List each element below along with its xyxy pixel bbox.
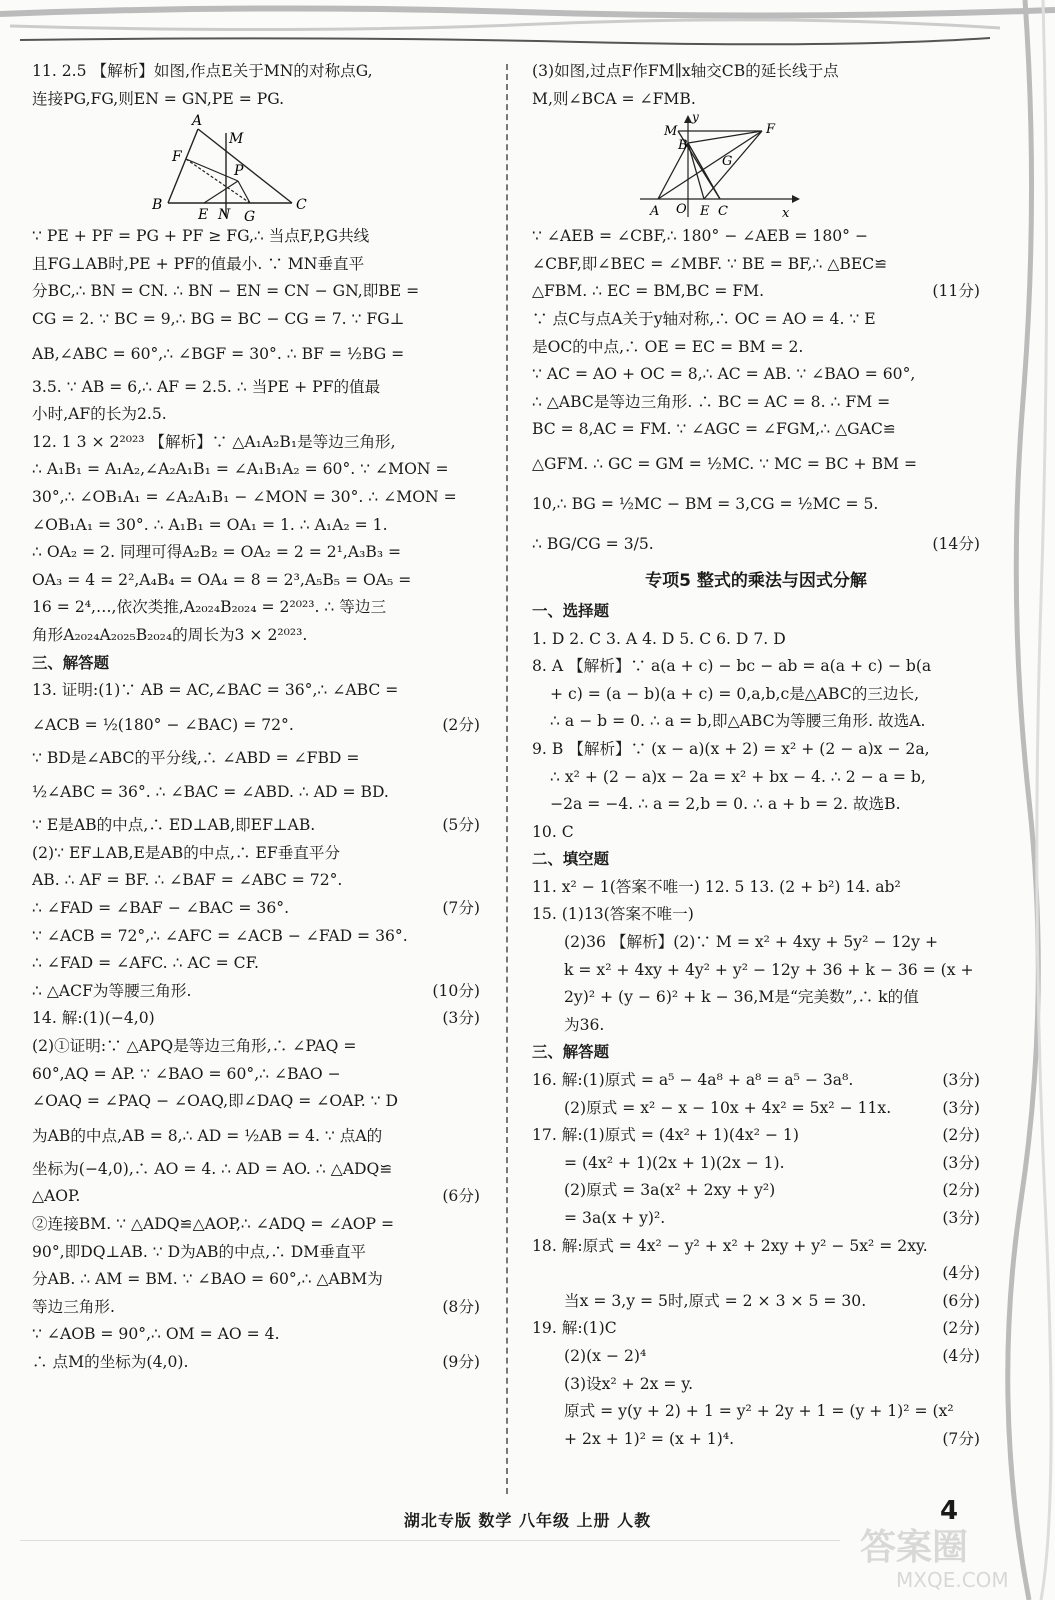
triangle-figure-q11 [152,113,312,223]
answer-line [532,251,980,279]
answer-line [532,223,980,251]
answer-text: △FBM. ∴ EC = BM,BC = FM. [532,282,765,301]
answer-line [32,223,480,251]
answer-text: 2y)² + (y − 6)² + k − 36,M是“完美数”,∴ k的值 [564,988,919,1007]
column-divider [506,64,508,1494]
watermark-logo [840,1515,1050,1595]
answer-text: ∴ OA₂ = 2. 同理可得A₂B₂ = OA₂ = 2 = 2¹,A₃B₃ = [32,543,402,562]
fig1-label-E: E [198,207,209,224]
answer-text: 90°,即DQ⊥AB. ∵ D为AB的中点,∴ DM垂直平 [32,1242,367,1261]
score-mark: (2分) [942,1181,980,1200]
answer-text: ∴ BG/CG = 3/5. [532,534,654,553]
answer-line [32,58,480,86]
fig1-label-N: N [218,207,231,224]
answer-line [532,334,980,362]
answer-line [532,306,980,334]
answer-text: 10,∴ BG = ½MC − BM = 3,CG = ½MC = 5. [532,494,879,513]
answer-line [32,539,480,567]
answer-text: ∵ E是AB的中点,∴ ED⊥AB,即EF⊥AB. [32,816,316,835]
fig2-label-F: F [766,122,776,138]
score-mark: (4分) [942,1264,980,1283]
answer-text: 14. 解:(1)(−4,0) [32,1009,155,1028]
answer-line [532,1371,980,1399]
answer-line [32,429,480,457]
answer-line [32,705,480,745]
answer-line [32,1156,480,1184]
score-mark: (7分) [942,1429,980,1448]
answer-line [32,895,480,923]
answer-text: (2)原式 = 3a(x² + 2xy + y²) [564,1181,776,1200]
answer-line [532,1012,980,1040]
left-column [32,58,480,1377]
decorative-right-border [995,0,1055,1600]
answer-line [32,978,480,1006]
answer-line [32,456,480,484]
answer-line [532,1177,980,1205]
fig1-label-A: A [192,113,203,130]
fig1-label-G: G [244,209,256,224]
answer-line [532,416,980,444]
answer-text: ②连接BM. ∵ △ADQ≌△AOP,∴ ∠ADQ = ∠AOP = [32,1215,395,1233]
answer-line [32,306,480,334]
topic-title: 专项5 整式的乘法与因式分解 [645,570,867,591]
answer-text: AB,∠ABC = 60°,∴ ∠BGF = 30°. ∴ BF = ½BG = [32,344,405,363]
answer-line [32,1211,480,1239]
answer-text: 分BC,∴ BN = CN. ∴ BN − EN = CN − GN,即BE = [32,282,420,301]
answer-text: 是OC的中点,∴ OE = EC = BM = 2. [532,337,804,356]
answer-line [532,1398,980,1426]
answer-line [32,594,480,622]
score-mark: (3分) [942,1153,980,1172]
answer-text: 30°,∴ ∠OB₁A₁ = ∠A₂A₁B₁ − ∠MON = 30°. ∴ ∠MON = [32,487,457,506]
answer-text: 等边三角形. [32,1297,115,1316]
answer-text: ∵ ∠AOB = 90°,∴ OM = AO = 4. [32,1325,280,1344]
answer-text: (2)①证明:∵ △APQ是等边三角形,∴ ∠PAQ = [32,1037,357,1056]
fig2-label-A: A [650,204,660,220]
answer-text: AB. ∴ AF = BF. ∴ ∠BAF = ∠ABC = 72°. [32,871,343,890]
fig2-label-C: C [718,204,728,220]
answer-text: (3)设x² + 2x = y. [564,1374,694,1393]
answer-line [32,1239,480,1267]
answer-line [532,736,980,764]
answer-line [532,653,980,681]
score-mark: (6分) [942,1291,980,1310]
answer-line [32,1349,480,1377]
footer-edition: 湖北专版 数学 八年级 上册 人教 [403,1511,652,1530]
answer-page [32,58,992,1498]
answer-text: ∴ △ABC是等边三角形. ∴ BC = AC = 8. ∴ FM = [532,392,891,411]
score-mark: (3分) [942,1209,980,1227]
answer-line [32,1005,480,1033]
answer-line [532,819,980,847]
answer-text: 1. D 2. C 3. A 4. D 5. C 6. D 7. D [532,629,786,648]
answer-text: 小时,AF的长为2.5. [32,405,167,424]
answer-line [532,1122,980,1150]
answer-line [32,1321,480,1349]
answer-line [532,1343,980,1371]
answer-line [32,374,480,402]
answer-text: k = x² + 4xy + 4y² + y² − 12y + 36 + k − 36 = (x + [564,960,974,979]
answer-text: 角形A₂₀₂₄A₂₀₂₅B₂₀₂₄的周长为3 × 2²⁰²³. [32,625,308,644]
score-mark: (3分) [942,1098,980,1117]
section-heading: 二、填空题 [532,850,609,869]
answer-line [532,524,980,564]
score-mark: (14分) [932,534,980,553]
score-mark: (8分) [442,1297,480,1316]
answer-text: 分AB. ∴ AM = BM. ∵ ∠BAO = 60°,∴ △ABM为 [32,1270,383,1289]
answer-text: 60°,AQ = AP. ∵ ∠BAO = 60°,∴ ∠BAO − [32,1064,341,1083]
answer-text: 原式 = y(y + 2) + 1 = y² + 2y + 1 = (y + 1)² = (x² [564,1402,954,1421]
watermark-url: MXQE.COM [896,1568,1009,1592]
fig1-label-P: P [234,163,244,180]
fig1-label-C: C [296,197,307,214]
answer-text: ∠CBF,即∠BEC = ∠MBF. ∵ BE = BF,∴ △BEC≌ [532,254,888,273]
answer-text: 为36. [564,1015,605,1034]
coordinate-figure-q14 [632,113,802,223]
bottom-rule [20,1540,840,1541]
answer-text: ∵ PE + PF = PG + PF ≥ FG,∴ 当点F,P,G共线 [32,227,370,246]
answer-line [32,512,480,540]
answer-text: 8. A 【解析】∵ a(a + c) − bc − ab = a(a + c) − b(a [532,657,932,676]
score-mark: (3分) [942,1071,980,1090]
answer-text: ∴ △ACF为等腰三角形. [32,981,192,1000]
answer-text: (2)36 【解析】(2)∵ M = x² + 4xy + 5y² − 12y + [564,933,939,952]
answer-line [532,791,980,819]
answer-line [32,1294,480,1322]
answer-line [32,745,480,773]
answer-line [32,1266,480,1294]
answer-text: −2a = −4. ∴ a = 2,b = 0. ∴ a + b = 2. 故选B. [550,795,901,814]
answer-text: 且FG⊥AB时,PE + PF的值最小. ∵ MN垂直平 [32,254,365,273]
answer-text: ∴ x² + (2 − a)x − 2a = x² + bx − 4. ∴ 2 − a = b, [550,767,926,786]
answer-text: M,则∠BCA = ∠FMB. [532,89,696,108]
answer-line [32,812,480,840]
section-heading: 三、解答题 [532,1043,609,1062]
answer-line [32,86,480,114]
answer-line [32,677,480,705]
answer-text: (3)如图,过点F作FM∥x轴交CB的延长线于点 [532,62,839,80]
answer-text: 16. 解:(1)原式 = a⁵ − 4a⁸ + a⁸ = a⁵ − 3a⁸. [532,1071,854,1090]
score-mark: (10分) [432,981,480,1000]
answer-line [532,1260,980,1288]
answer-text: BC = 8,AC = FM. ∵ ∠AGC = ∠FGM,∴ △GAC≌ [532,420,896,439]
fig2-label-M: M [664,124,678,140]
section-heading: 三、解答题 [32,653,109,672]
fig2-label-E: E [700,204,710,220]
answer-line [532,484,980,524]
answer-text: ∵ AC = AO + OC = 8,∴ AC = AB. ∵ ∠BAO = 60°, [532,365,916,384]
fig2-label-y: y [692,113,699,125]
answer-line [32,840,480,868]
answer-text: ∴ A₁B₁ = A₁A₂,∠A₂A₁B₁ = ∠A₁B₁A₂ = 60°. ∵ ∠MON = [32,460,449,479]
answer-text: 12. 1 3 × 2²⁰²³ 【解析】∵ △A₁A₂B₁是等边三角形, [32,432,396,451]
answer-line [532,764,980,792]
answer-line [32,334,480,374]
answer-line [532,1205,980,1233]
answer-line [32,622,480,650]
score-mark: (6分) [442,1187,480,1206]
answer-line [532,1095,980,1123]
score-mark: (3分) [442,1009,480,1028]
answer-line [532,626,980,654]
answer-line [32,867,480,895]
answer-text: ∴ ∠FAD = ∠BAF − ∠BAC = 36°. [32,899,290,918]
answer-text: ∵ 点C与点A关于y轴对称,∴ OC = AO = 4. ∵ E [532,309,876,328]
answer-text: 10. C [532,822,574,841]
score-mark: (4分) [942,1346,980,1365]
answer-text: (2)(x − 2)⁴ [564,1346,647,1365]
answer-line [532,389,980,417]
answer-text: 11. x² − 1(答案不唯一) 12. 5 13. (2 + b²) 14. ab² [532,877,901,896]
answer-line [532,984,980,1012]
answer-text: (2)原式 = x² − x − 10x + 4x² = 5x² − 11x. [564,1098,892,1117]
score-mark: (7分) [442,899,480,918]
answer-line [32,401,480,429]
right-column [532,58,980,1453]
fig2-label-G: G [722,154,733,170]
answer-text: 11. 2.5 【解析】如图,作点E关于MN的对称点G, [32,62,373,80]
answer-text: 18. 解:原式 = 4x² − y² + x² + 2xy + y² − 5x² = 2xy. [532,1236,928,1255]
fig2-label-O: O [676,202,687,218]
answer-text: 当x = 3,y = 5时,原式 = 2 × 3 × 5 = 30. [564,1291,867,1310]
answer-line [532,278,980,306]
answer-text: ∠OAQ = ∠PAQ − ∠OAQ,即∠DAQ = ∠OAP. ∵ D [32,1092,399,1111]
answer-line [532,929,980,957]
answer-line [32,950,480,978]
fig1-label-B: B [152,197,163,214]
answer-line [532,444,980,484]
fig1-label-M: M [229,131,244,148]
answer-text: ∴ ∠FAD = ∠AFC. ∴ AC = CF. [32,954,259,973]
answer-text: 19. 解:(1)C [532,1319,617,1338]
score-mark: (9分) [442,1352,480,1371]
answer-line [32,278,480,306]
answer-text: △GFM. ∴ GC = GM = ½MC. ∵ MC = BC + BM = [532,454,918,473]
answer-text: ∴ 点M的坐标为(4,0). [32,1352,189,1371]
answer-line [32,484,480,512]
fig2-label-B: B [678,138,688,154]
answer-text: CG = 2. ∵ BC = 9,∴ BG = BC − CG = 7. ∵ FG⊥ [32,309,405,328]
answer-line [532,1288,980,1316]
score-mark: (2分) [442,715,480,734]
answer-text: 16 = 2⁴,…,依次类推,A₂₀₂₄B₂₀₂₄ = 2²⁰²³. ∴ 等边三 [32,598,387,617]
answer-text: = (4x² + 1)(2x + 1)(2x − 1). [564,1153,785,1172]
answer-text: + 2x + 1)² = (x + 1)⁴. [564,1429,735,1448]
answer-line [532,874,980,902]
score-mark: (2分) [942,1126,980,1145]
answer-text: OA₃ = 4 = 2²,A₄B₄ = OA₄ = 8 = 2³,A₅B₅ = OA₅ = [32,570,412,589]
answer-line [532,58,980,86]
fig1-label-F: F [172,149,182,166]
answer-text: + c) = (a − b)(a + c) = 0,a,b,c是△ABC的三边长, [550,684,920,703]
answer-text: ∠OB₁A₁ = 30°. ∴ A₁B₁ = OA₁ = 1. ∴ A₁A₂ = 1. [32,515,388,534]
score-mark: (11分) [932,282,980,301]
answer-text: ∵ BD是∠ABC的平分线,∴ ∠ABD = ∠FBD = [32,748,360,767]
answer-text: △AOP. [32,1187,81,1206]
answer-text: ∵ ∠AEB = ∠CBF,∴ 180° − ∠AEB = 180° − [532,227,868,246]
answer-text: 3.5. ∵ AB = 6,∴ AF = 2.5. ∴ 当PE + PF的值最 [32,377,381,396]
section-heading: 一、选择题 [532,601,609,620]
answer-line [532,681,980,709]
answer-line [532,1233,980,1261]
answer-line [32,1061,480,1089]
answer-line [532,957,980,985]
answer-line [32,251,480,279]
answer-line [32,1088,480,1116]
answer-line [532,901,980,929]
answer-line [532,1315,980,1343]
answer-text: 为AB的中点,AB = 8,∴ AD = ½AB = 4. ∵ 点A的 [32,1126,383,1145]
answer-text: = 3a(x + y)². [564,1209,666,1227]
score-mark: (5分) [442,816,480,835]
answer-text: 13. 证明:(1)∵ AB = AC,∠BAC = 36°,∴ ∠ABC = [32,681,399,700]
answer-text: ∵ ∠ACB = 72°,∴ ∠AFC = ∠ACB − ∠FAD = 36°. [32,926,408,945]
answer-text: ½∠ABC = 36°. ∴ ∠BAC = ∠ABD. ∴ AD = BD. [32,783,389,802]
answer-line [32,772,480,812]
watermark-title: 答案圈 [860,1527,969,1568]
fig2-label-x: x [782,206,790,222]
answer-text: 15. (1)13(答案不唯一) [532,905,694,924]
answer-line [32,1183,480,1211]
answer-line [32,1116,480,1156]
answer-line [532,86,980,114]
answer-text: (2)∵ EF⊥AB,E是AB的中点,∴ EF垂直平分 [32,843,341,862]
answer-line [532,1426,980,1454]
answer-line [532,1067,980,1095]
answer-text: 坐标为(−4,0),∴ AO = 4. ∴ AD = AO. ∴ △ADQ≌ [32,1159,393,1178]
answer-line [32,923,480,951]
answer-text: ∠ACB = ½(180° − ∠BAC) = 72°. [32,715,294,734]
answer-text: ∴ a − b = 0. ∴ a = b,即△ABC为等腰三角形. 故选A. [550,712,926,731]
answer-text: 17. 解:(1)原式 = (4x² + 1)(4x² − 1) [532,1126,799,1145]
answer-text: 连接PG,FG,则EN = GN,PE = PG. [32,89,285,108]
answer-line [32,1033,480,1061]
page-number: 4 [940,1496,959,1526]
answer-line [532,361,980,389]
decorative-top-border [0,0,1055,48]
answer-line [32,567,480,595]
answer-text: 9. B 【解析】∵ (x − a)(x + 2) = x² + (2 − a)x − 2a, [532,739,930,758]
score-mark: (2分) [942,1319,980,1338]
answer-line [532,1150,980,1178]
answer-line [532,708,980,736]
